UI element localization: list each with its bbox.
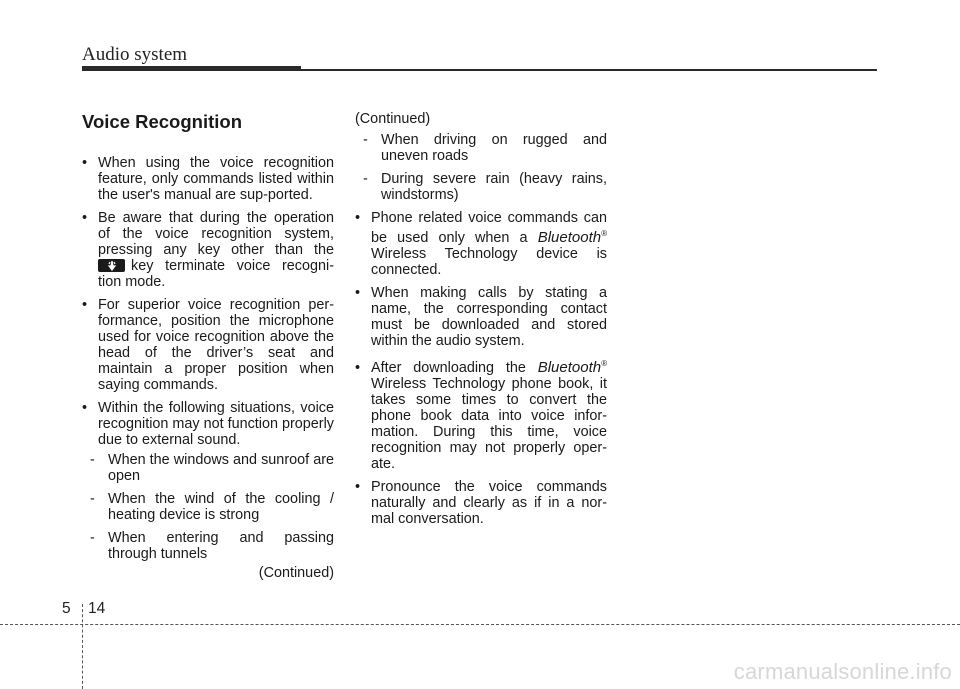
bullet-text: Wireless Technology device is connected. [371,245,607,278]
registered-mark: ® [601,358,607,368]
bullet-commands-supported [82,155,334,203]
bullet-phonebook-convert [355,356,607,472]
bullet-key-terminates [82,210,334,290]
bullet-pronounce-naturally [355,479,607,527]
continued-note-left: (Continued) [258,565,334,581]
bullet-text: Within the following situations, voice recognition may not function properly due to external sound. [98,400,334,448]
dash-text: During severe rain (heavy rains, windstorms) [381,171,607,203]
dash-text: When driving on rugged and uneven roads [381,132,607,164]
bullet-text: When using the voice recognition feature, only commands listed within the user's manual are sup-ported. [98,155,334,203]
bullet-text: Be aware that during the operation of the voice recognition system, pressing any key other than the [98,210,334,258]
left-column [82,155,334,581]
dash-cooling-wind [82,491,334,523]
dash-windows-open [82,452,334,484]
bullet-text: Phone related voice commands can be used only when a [371,210,607,246]
bullet-text: key terminate voice recogni-tion mode. [98,258,334,290]
bluetooth-brand: Bluetooth [537,228,602,246]
section-title: Voice Recognition [82,111,243,132]
bullet-text: Pronounce the voice commands naturally and clearly as if in a nor-mal conversation. [371,478,607,527]
bluetooth-brand: Bluetooth [537,358,602,376]
bullet-phone-commands [355,210,607,278]
page-number: 14 [88,600,106,617]
dash-tunnels [82,530,334,562]
watermark: carmanualsonline.info [733,659,952,684]
bullet-contact-stored [355,285,607,349]
dash-text: When the windows and sunroof are open [108,452,334,484]
dash-severe-rain [355,171,607,203]
voice-recognition-key-icon [98,259,125,272]
dash-rugged-roads [355,132,607,164]
bullet-text: When making calls by stating a name, the corresponding contact must be downloaded and stored within the audio system. [371,284,607,349]
dash-text: When entering and passing through tunnels [108,530,334,562]
dash-text: When the wind of the cooling / heating device is strong [108,491,334,523]
registered-mark: ® [601,229,607,238]
bullet-external-sound [82,400,334,448]
header-rule-thick [82,66,301,71]
continued-note-right: (Continued) [355,111,431,127]
footer-dashed-rule [0,624,960,625]
page-header-title: Audio system [82,44,188,65]
footer-vertical-rule [82,604,83,689]
chapter-number: 5 [62,600,71,617]
bullet-text: After downloading the [371,359,526,376]
header-rule-thin [301,69,877,71]
bullet-text: For superior voice recognition per-formance, position the microphone used for voice recognition above the head of the driver’s seat and maintain a proper position when saying commands. [98,297,334,393]
right-column [355,111,607,534]
bullet-microphone-position [82,297,334,393]
bullet-text: Wireless Technology phone book, it takes some times to convert the phone book data into voice infor-mation. During this time, voice recognition may not properly oper-ate. [371,375,607,472]
